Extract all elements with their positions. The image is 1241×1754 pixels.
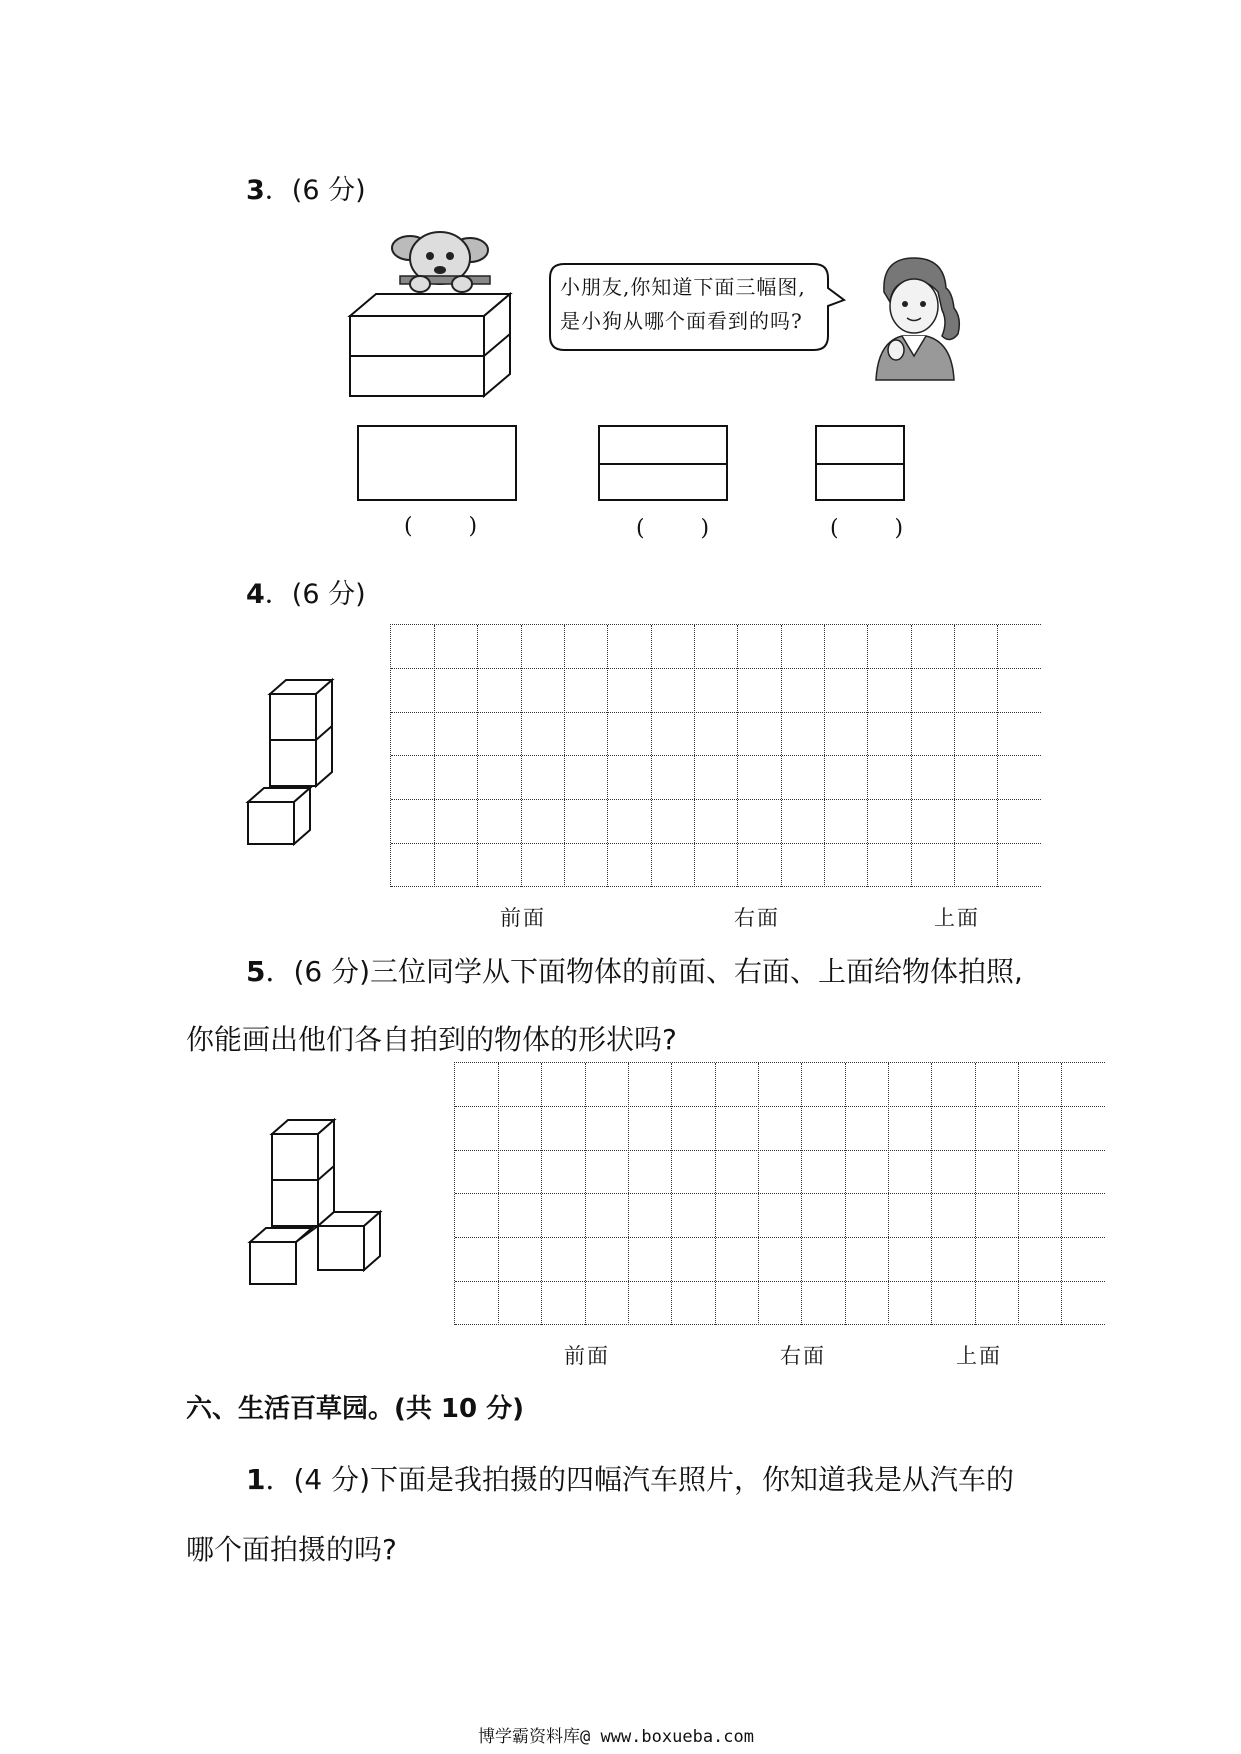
q5-text-line2: 你能画出他们各自拍到的物体的形状吗?	[186, 1023, 677, 1056]
q4-number: 4	[246, 579, 265, 610]
girl-illustration	[862, 252, 972, 382]
q4-label-front: 前面	[500, 906, 546, 930]
q4-label-top: 上面	[934, 906, 980, 930]
speech-line-2: 是小狗从哪个面看到的吗?	[560, 309, 803, 333]
q5-label-top: 上面	[956, 1344, 1002, 1368]
q5-text-line1	[246, 950, 1023, 990]
q3-score: ．(6 分)	[264, 175, 366, 206]
section6-heading: 六、生活百草园。(共 10 分)	[186, 1394, 525, 1424]
view-option-3	[814, 424, 908, 504]
answer-blank-3[interactable]: ( )	[830, 516, 904, 541]
q5-drawing-grid[interactable]	[454, 1062, 1105, 1325]
dog-illustration	[380, 226, 500, 296]
s6-q1-text: ．(4 分)下面是我拍摄的四幅汽车照片，你知道我是从汽车的	[265, 1463, 1015, 1496]
q5-label-front: 前面	[564, 1344, 610, 1368]
speech-line-1: 小朋友,你知道下面三幅图,	[560, 275, 806, 299]
q5-number: 5	[246, 955, 266, 988]
view-option-1	[356, 424, 520, 504]
q3-heading	[246, 168, 366, 207]
q4-heading	[246, 572, 366, 611]
s6-q1-line2: 哪个面拍摄的吗?	[186, 1533, 397, 1566]
q3-number: 3	[246, 175, 265, 206]
s6-q1-number: 1	[246, 1463, 266, 1496]
q4-cube-stack	[244, 676, 344, 846]
footer-watermark: 博学霸资料库@ www.boxueba.com	[478, 1727, 754, 1747]
cuboid-illustration	[346, 290, 516, 400]
q5-cube-stack	[246, 1116, 386, 1286]
speech-bubble-text	[560, 270, 806, 338]
s6-q1-line1	[246, 1458, 1014, 1498]
q4-label-right: 右面	[734, 906, 780, 930]
q4-score: ．(6 分)	[264, 579, 366, 610]
answer-blank-2[interactable]: ( )	[636, 516, 710, 541]
q5-text: ．(6 分)三位同学从下面物体的前面、右面、上面给物体拍照,	[265, 955, 1023, 988]
q5-label-right: 右面	[780, 1344, 826, 1368]
view-option-2	[597, 424, 731, 504]
answer-blank-1[interactable]: ( )	[404, 514, 478, 539]
q4-drawing-grid[interactable]	[390, 624, 1041, 887]
